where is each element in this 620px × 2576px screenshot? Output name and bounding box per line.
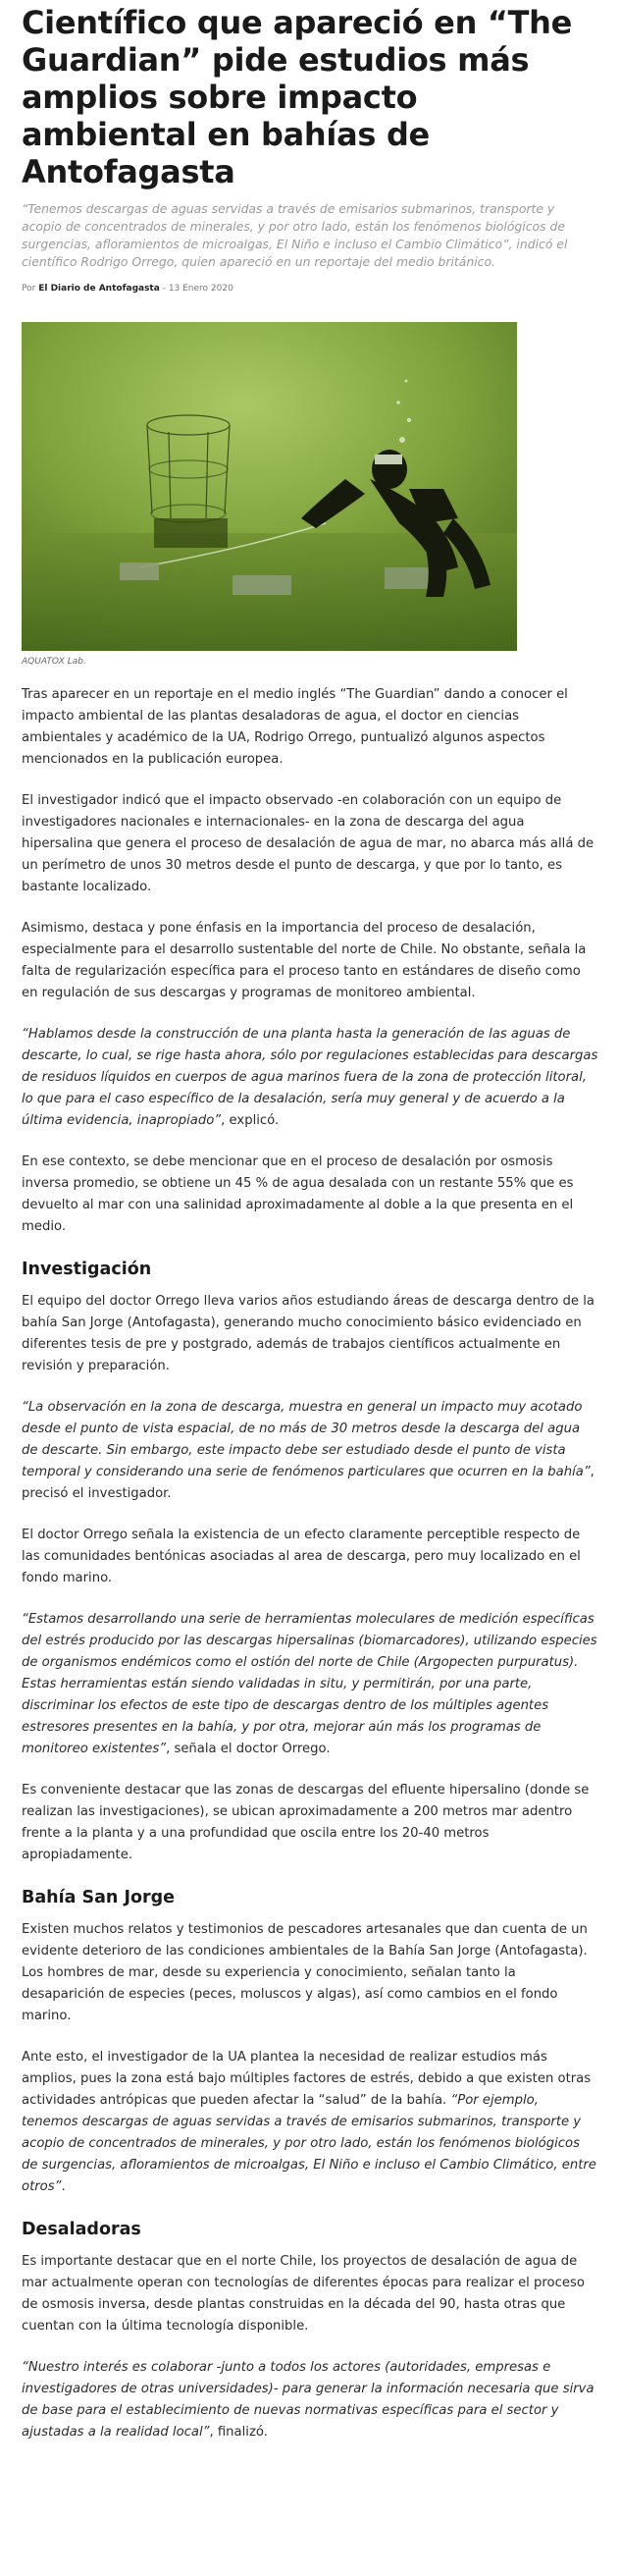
byline-prefix: Por [22,284,36,294]
quote-paragraph [22,1397,598,1505]
section-heading-investigacion: Investigación [22,1260,152,1279]
section-heading-bahia: Bahía San Jorge [22,1888,176,1907]
paragraph-text: Ante esto, el investigador de la UA plantea la necesidad de realizar estudios más amplios, pues la zona está bajo múltiples factores de estrés, debido a que existen otras actividades antrópicas que pueden afectar la “salud” de la bahía. [22,2050,592,2108]
article-figure [22,322,517,667]
article-body [22,684,598,2443]
byline-author[interactable]: El Diario de Antofagasta [38,284,160,294]
paragraph: Es conveniente destacar que las zonas de descargas del efluente hipersalino (donde se realizan las investigaciones), se ubican aproximadamente a 200 metros mar adentro frente a la planta y a una profundidad que oscila entre los 20-40 metros apropiadamente. [22,1783,590,1862]
mixed-paragraph [22,2047,598,2198]
article-lead: “Tenemos descargas de aguas servidas a través de emisarios submarinos, transporte y acopio de concentrados de minerales, y por otro lado, están los fenómenos biológicos de surgencias, afloramientos de microalgas, El Niño e incluso el Cambio Climático”, indicó el científico Rodrigo Orrego, quien apareció en un reportaje del medio británico. [22,201,568,269]
paragraph-end: . [61,2179,66,2194]
quote-text: “Nuestro interés es colaborar -junto a todos los actores (autoridades, empresas e investigadores de otras universidades)- para generar la información necesaria que sirva de base para el establecimiento de nuevas normativas específicas para el sector y ajustadas a la realidad local” [22,2360,594,2440]
diver-photo [22,322,517,651]
paragraph: Tras aparecer en un reportaje en el medio inglés “The Guardian” dando a conocer el impacto ambiental de las plantas desaladoras de agua, el doctor en ciencias ambientales y académico de la UA, Rodrigo Orrego, puntualizó algunos aspectos mencionados en la publicación europea. [22,687,568,767]
quote-text: “Por ejemplo, tenemos descargas de aguas servidas a través de emisarios submarinos, transporte y acopio de concentrados de minerales, y por otro lado, están los fenómenos biológicos de surgencias, afloramientos de microalgas, El Niño e incluso el Cambio Climático, entre otros” [22,2093,596,2194]
quote-text: “La observación en la zona de descarga, muestra en general un impacto muy acotado desde el punto de vista espacial, de no más de 30 metros desde la descarga del agua de descarte. Sin embargo, este impacto debe ser estudiado desde el punto de vista temporal y considerando una serie de fenómenos particulares que ocurren en la bahía” [22,1400,591,1479]
quote-paragraph [22,1024,598,1132]
quote-attribution: , precisó el investigador. [22,1465,594,1501]
quote-text: “Hablamos desde la construcción de una planta hasta la generación de las aguas de descarte, lo cual, se rige hasta ahora, sólo por regulaciones establecidas para descargas de residuos líquidos en cuerpos de agua marinos fuera de la zona de protección litoral, lo que para el caso específico de la desalación, sería muy general y de acuerdo a la última evidencia, inapropiado” [22,1027,598,1128]
byline [22,283,598,295]
section-heading-desaladoras: Desaladoras [22,2220,141,2239]
paragraph: El equipo del doctor Orrego lleva varios años estudiando áreas de descarga dentro de la bahía San Jorge (Antofagasta), generando mucho conocimiento básico evidenciado en diferentes tesis de pre y postgrado, además de trabajos científicos actualmente en revisión y preparación. [22,1294,594,1373]
article-title: Científico que apareció en “The Guardian” pide estudios más amplios sobre impacto ambiental en bahías de Antofagasta [22,4,573,190]
quote-paragraph [22,2357,598,2443]
paragraph: El investigador indicó que el impacto observado -en colaboración con un equipo de investigadores nacionales e internacionales- en la zona de descarga del agua hipersalina que genera el proceso de desalación de agua de mar, no abarca más allá de un perímetro de unos 30 metros desde el punto de descarga, y que por lo tanto, es bastante localizado. [22,793,594,894]
quote-paragraph [22,1609,598,1760]
byline-separator: - [162,284,166,294]
paragraph: El doctor Orrego señala la existencia de un efecto claramente perceptible respecto de las comunidades bentónicas asociadas al area de descarga, pero muy localizado en el fondo marino. [22,1528,581,1585]
image-caption: AQUATOX Lab. [22,657,86,667]
paragraph: Existen muchos relatos y testimonios de pescadores artesanales que dan cuenta de un evidente deterioro de las condiciones ambientales de la Bahía San Jorge (Antofagasta). Los hombres de mar, desde su experiencia y conocimiento, señalan tanto la desaparición de especies (peces, moluscos y algas), así como cambios en el fondo marino. [22,1922,588,2023]
quote-text: “Estamos desarrollando una serie de herramientas moleculares de medición específicas del estrés producido por las descargas hipersalinas (biomarcadores), utilizando especies de organismos endémicos como el ostión del norte de Chile (Argopecten purpuratus). Estas herramientas están siendo validadas in situ, y permitirán, por una parte, discriminar los efectos de este tipo de descargas dentro de los múltiples agentes estresores presentes en la bahía, y por otra, mejorar aún más los programas de monitoreo existentes” [22,1612,597,1756]
publish-date: 13 Enero 2020 [168,284,233,294]
paragraph: En ese contexto, se debe mencionar que en el proceso de desalación por osmosis inversa promedio, se obtiene un 45 % de agua desalada con un restante 55% que es devuelto al mar con una salinidad aproximadamente al doble a la que presenta en el medio. [22,1154,574,1234]
paragraph: Es importante destacar que en el norte Chile, los proyectos de desalación de agua de mar actualmente operan con tecnologías de diferentes épocas para realizar el proceso de osmosis inversa, desde plantas construidas en la década del 90, hasta otras que cuentan con la última tecnología disponible. [22,2254,585,2334]
quote-attribution: , finalizó. [209,2425,268,2440]
paragraph: Asimismo, destaca y pone énfasis en la importancia del proceso de desalación, especialmente para el desarrollo sustentable del norte de Chile. No obstante, señala la falta de regularización específica para el proceso tanto en estándares de diseño como en regulación de sus descargas y programas de monitoreo ambiental. [22,921,587,1000]
quote-attribution: , explicó. [221,1113,280,1128]
quote-attribution: , señala el doctor Orrego. [166,1742,331,1756]
